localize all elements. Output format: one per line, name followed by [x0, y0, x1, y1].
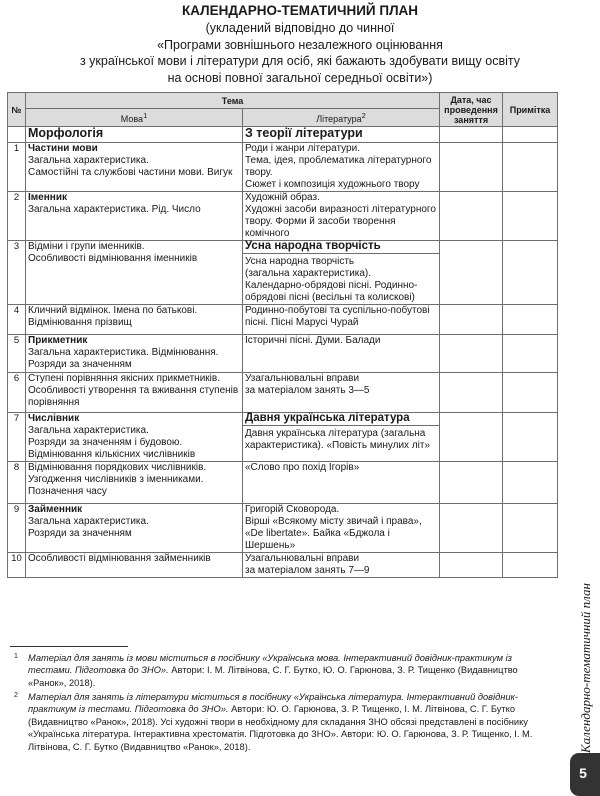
subtitle-line-4: на основі повної загальної середньої освіти») [167, 70, 433, 85]
date-cell [440, 373, 503, 413]
table-row [8, 373, 558, 413]
literature-text: Історичні пісні. Думи. Балади [245, 335, 381, 346]
table-row [8, 305, 558, 335]
literature-cell [243, 241, 440, 305]
literature-cell [243, 192, 440, 241]
literature-text: Родинно-побутові та суспільно-побутові пісні. Пісні Марусі Чурай [245, 305, 430, 328]
date-cell [440, 192, 503, 241]
mova-cell [26, 143, 243, 192]
mova-text: Відмінювання порядкових числівників. Узгодження числівників з іменниками. Позначення часу [28, 462, 207, 497]
page-number-tab [570, 753, 600, 796]
note-cell [503, 192, 558, 241]
row-number: 9 [8, 504, 26, 553]
sidebar-vertical-text: Календарно-тематичний план [578, 583, 593, 753]
row-number: 5 [8, 335, 26, 373]
row-number: 2 [8, 192, 26, 241]
mova-text: Загальна характеристика. Розряди за значенням і будовою. Відмінювання кількісних числівників [28, 425, 196, 460]
table-row [8, 504, 558, 553]
footnote-2: 2 Матеріал для занять із літератури міститься в посібнику «Українська література. Інтерактивний довідник-практикум із тестами. Підготовка до ЗНО». Автори: Ю. О. Гарюнова, З. Р. Тищенко, І. М. Літвінова, С. Г. Бутко (Видавництво «Ранок», 2018). Усі художні твори в необхідному для складання ЗНО обсязі представлені в посібнику «Українська література. Інтерактивна хрестоматія. Підготовка до ЗНО». Автори: Ю. О. Гарюнова, З. Р. Тищенко, І. М. Літвінова, С. Г. Бутко (Видавництво «Ранок», 2018). [14, 692, 533, 752]
header-literature: Література$^2$ [243, 109, 440, 127]
date-cell [440, 127, 503, 143]
table-row [8, 241, 558, 305]
literature-cell [243, 373, 440, 413]
page-header [0, 0, 600, 86]
note-cell [503, 127, 558, 143]
mova-cell [26, 192, 243, 241]
header-num: № [8, 93, 26, 127]
header-date: Дата, час проведення заняття [440, 93, 503, 127]
literature-cell [243, 462, 440, 504]
mova-cell [26, 305, 243, 335]
literature-cell [243, 335, 440, 373]
literature-text: Григорій Сковорода. Вірші «Всякому місту звичай і права», «De libertate». Байка «Бджола і Шершень» [245, 504, 422, 551]
table-row [8, 143, 558, 192]
header-theme: Тема [26, 93, 440, 109]
section-theory-label: З теорії літератури [245, 126, 363, 140]
note-cell [503, 143, 558, 192]
table-row [8, 192, 558, 241]
mova-cell [26, 373, 243, 413]
note-cell [503, 373, 558, 413]
mova-cell [26, 335, 243, 373]
note-cell [503, 462, 558, 504]
table-row [8, 462, 558, 504]
page-title: КАЛЕНДАРНО-ТЕМАТИЧНИЙ ПЛАН [181, 3, 419, 18]
subtitle-line-2: «Програми зовнішнього незалежного оцінювання [157, 37, 443, 52]
section-theory [243, 127, 440, 143]
row-number: 3 [8, 241, 26, 305]
date-cell [440, 553, 503, 578]
mova-text: Загальна характеристика. Розряди за значенням [28, 516, 149, 539]
mova-text: Загальна характеристика. Самостійні та службові частини мови. Вигук [28, 155, 233, 178]
mova-text: Особливості відмінювання займенників [28, 553, 211, 564]
date-cell [440, 462, 503, 504]
subtitle-line-1: (укладений відповідно до чинної [205, 21, 395, 35]
section-row [8, 127, 558, 143]
mova-text: Загальна характеристика. Відмінювання. Розряди за значенням [28, 347, 219, 370]
row-number: 8 [8, 462, 26, 504]
table-row [8, 553, 558, 578]
mova-text: Відміни і групи іменників. Особливості відмінювання іменників [28, 241, 198, 264]
date-cell [440, 335, 503, 373]
literature-text: Давня українська література (загальна характеристика). «Повість минулих літ» [245, 428, 431, 451]
footnote-1: 1 Матеріал для занять із мови міститься в посібнику «Українська мова. Інтерактивний довідник-практикум із тестами. Підготовка до ЗНО». Автори: І. М. Літвінова, С. Г. Бутко, Ю. О. Гарюнова, З. Р. Тищенко (Видавництво «Ранок», 2018). [14, 653, 518, 688]
note-cell [503, 413, 558, 462]
literature-cell [243, 143, 440, 192]
row-number: 10 [8, 553, 26, 578]
literature-text: Узагальнювальні вправи за матеріалом занять 3—5 [245, 373, 370, 396]
note-cell [503, 553, 558, 578]
row-number: 4 [8, 305, 26, 335]
header-note: Примітка [503, 93, 558, 127]
mova-cell [26, 241, 243, 305]
note-cell [503, 305, 558, 335]
date-cell [440, 305, 503, 335]
mova-title: Прикметник [28, 335, 88, 346]
mova-text: Загальна характеристика. Рід. Число [28, 204, 201, 215]
date-cell [440, 143, 503, 192]
mova-text: Кличний відмінок. Імена по батькові. Відмінювання прізвищ [28, 305, 198, 328]
date-cell [440, 413, 503, 462]
subtitle-line-3: з української мови і літератури для осіб, які бажають здобувати вищу освіту [79, 54, 521, 68]
literature-text: Усна народна творчість (загальна характеристика). Календарно-обрядові пісні. Родинно-обрядові пісні (весільні та колискові) [245, 256, 418, 303]
literature-text: Узагальнювальні вправи за матеріалом занять 7—9 [245, 553, 370, 576]
note-cell [503, 335, 558, 373]
table-row [8, 335, 558, 373]
literature-section-title: Давня українська література [242, 411, 440, 426]
row-number: 1 [8, 143, 26, 192]
date-cell [440, 241, 503, 305]
page-number: 5 [579, 765, 587, 781]
row-num-empty [8, 127, 26, 143]
mova-title: Числівник [28, 413, 80, 424]
mova-cell [26, 504, 243, 553]
mova-title: Іменник [28, 192, 67, 203]
mova-cell [26, 462, 243, 504]
literature-cell [243, 553, 440, 578]
mova-title: Частини мови [28, 143, 98, 154]
mova-cell [26, 553, 243, 578]
mova-title: Займенник [28, 504, 83, 515]
date-cell [440, 504, 503, 553]
table-row [8, 413, 558, 462]
section-morphology-label: Морфологія [28, 126, 104, 140]
footnote-separator [10, 646, 128, 647]
literature-cell [243, 504, 440, 553]
note-cell [503, 241, 558, 305]
literature-text: Роди і жанри літератури. Тема, ідея, проблематика літературного твору. Сюжет і композиція художнього твору [245, 143, 432, 190]
literature-section-title: Усна народна творчість [242, 239, 440, 254]
note-cell [503, 504, 558, 553]
literature-cell [243, 413, 440, 462]
row-number: 6 [8, 373, 26, 413]
literature-text: Художній образ. Художні засоби виразності літературного твору. Форми й засоби творення комічного [245, 192, 436, 239]
row-number: 7 [8, 413, 26, 462]
plan-table [7, 92, 558, 578]
mova-text: Ступені порівняння якісних прикметників. Особливості утворення та вживання ступенів порівняння [28, 373, 239, 408]
mova-cell [26, 413, 243, 462]
literature-text: «Слово про похід Ігорів» [245, 462, 360, 473]
section-morphology [26, 127, 243, 143]
header-mova: Мова$^1$ [26, 109, 243, 127]
literature-cell [243, 305, 440, 335]
